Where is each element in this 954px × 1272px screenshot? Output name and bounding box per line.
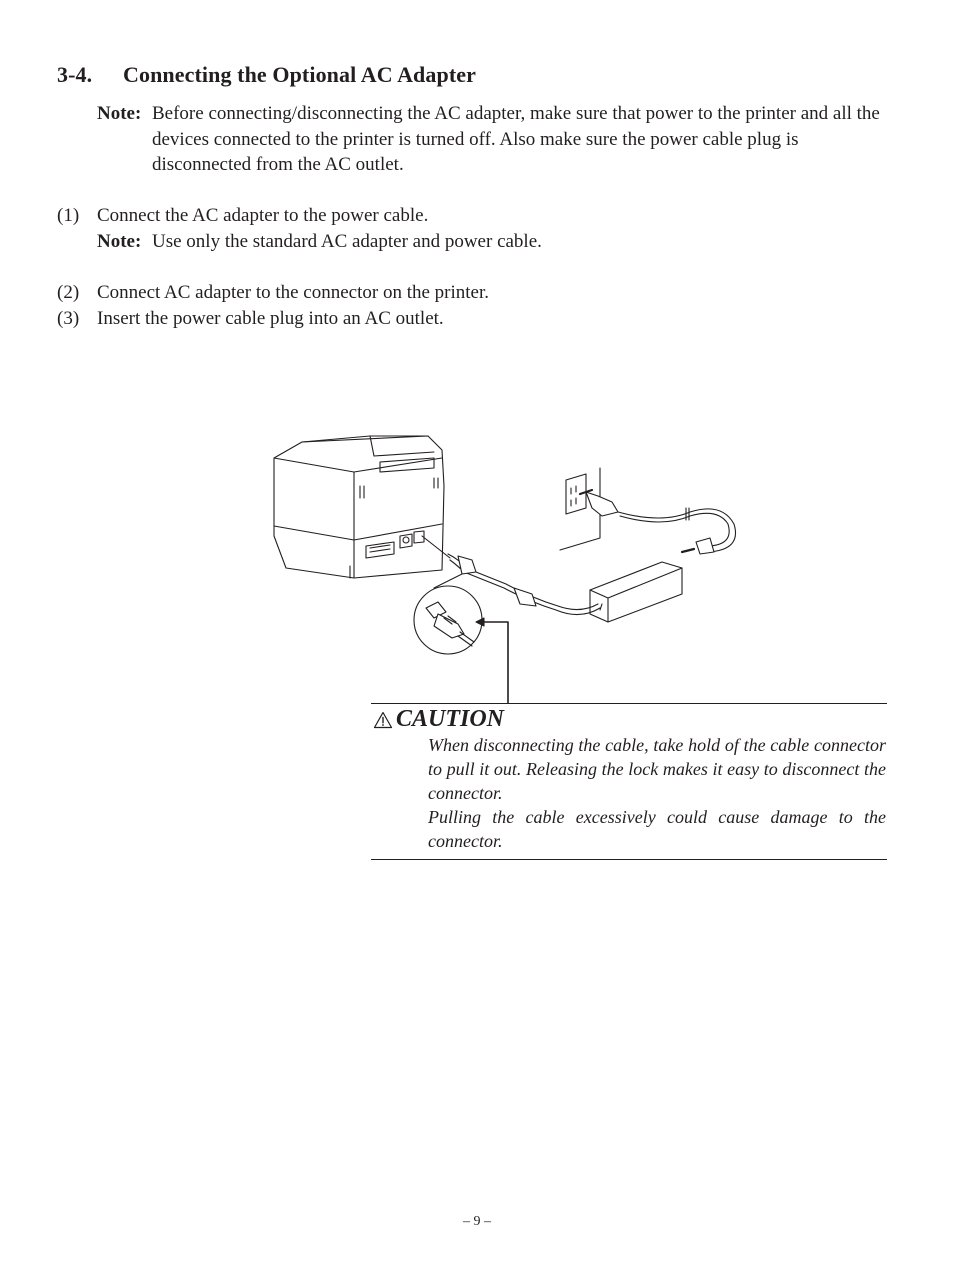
section-heading bbox=[57, 62, 476, 88]
caution-paragraph-1: When disconnecting the cable, take hold of the cable connector to pull it out. Releasing the lock makes it easy to disconnect the connector. bbox=[428, 735, 886, 803]
step-1-text: Connect the AC adapter to the power cable. bbox=[97, 205, 429, 226]
caution-body bbox=[428, 733, 886, 853]
connector-detail-magnifier bbox=[414, 574, 482, 654]
intro-note-label: Note: bbox=[97, 103, 142, 124]
step-2 bbox=[57, 280, 907, 306]
caution-title: CAUTION bbox=[396, 706, 505, 732]
printer-illustration bbox=[274, 436, 444, 578]
caution-heading bbox=[373, 706, 504, 733]
step-3-number: (3) bbox=[57, 307, 80, 329]
step-list bbox=[57, 203, 907, 331]
step-2-text: Connect AC adapter to the connector on the printer. bbox=[97, 282, 490, 303]
ac-adapter-body-illustration bbox=[590, 562, 682, 622]
intro-note-text: Before connecting/disconnecting the AC adapter, make sure that power to the printer and all the devices connected to the printer is turned off. Also make sure the power cable plug is disconnected from the AC outlet. bbox=[152, 103, 880, 175]
step-1-number: (1) bbox=[57, 205, 80, 226]
intro-note bbox=[97, 101, 902, 178]
step-1-note bbox=[97, 229, 907, 255]
caution-paragraph-2: Pulling the cable excessively could cause damage to the connector. bbox=[428, 807, 886, 851]
section-number: 3-4. bbox=[57, 62, 93, 87]
caution-box bbox=[371, 703, 887, 860]
step-1-note-text: Use only the standard AC adapter and power cable. bbox=[152, 230, 542, 252]
step-1 bbox=[57, 203, 907, 254]
page-number: – 9 – bbox=[463, 1214, 491, 1229]
callout-arrow bbox=[476, 618, 508, 704]
ac-adapter-connection-illustration bbox=[262, 428, 742, 704]
wall-outlet-illustration bbox=[560, 468, 736, 554]
step-2-number: (2) bbox=[57, 282, 80, 303]
step-3 bbox=[57, 306, 907, 332]
step-1-note-label: Note: bbox=[97, 230, 142, 252]
step-3-text: Insert the power cable plug into an AC outlet. bbox=[97, 307, 444, 329]
section-title: Connecting the Optional AC Adapter bbox=[123, 62, 476, 87]
warning-triangle-icon bbox=[373, 711, 393, 729]
